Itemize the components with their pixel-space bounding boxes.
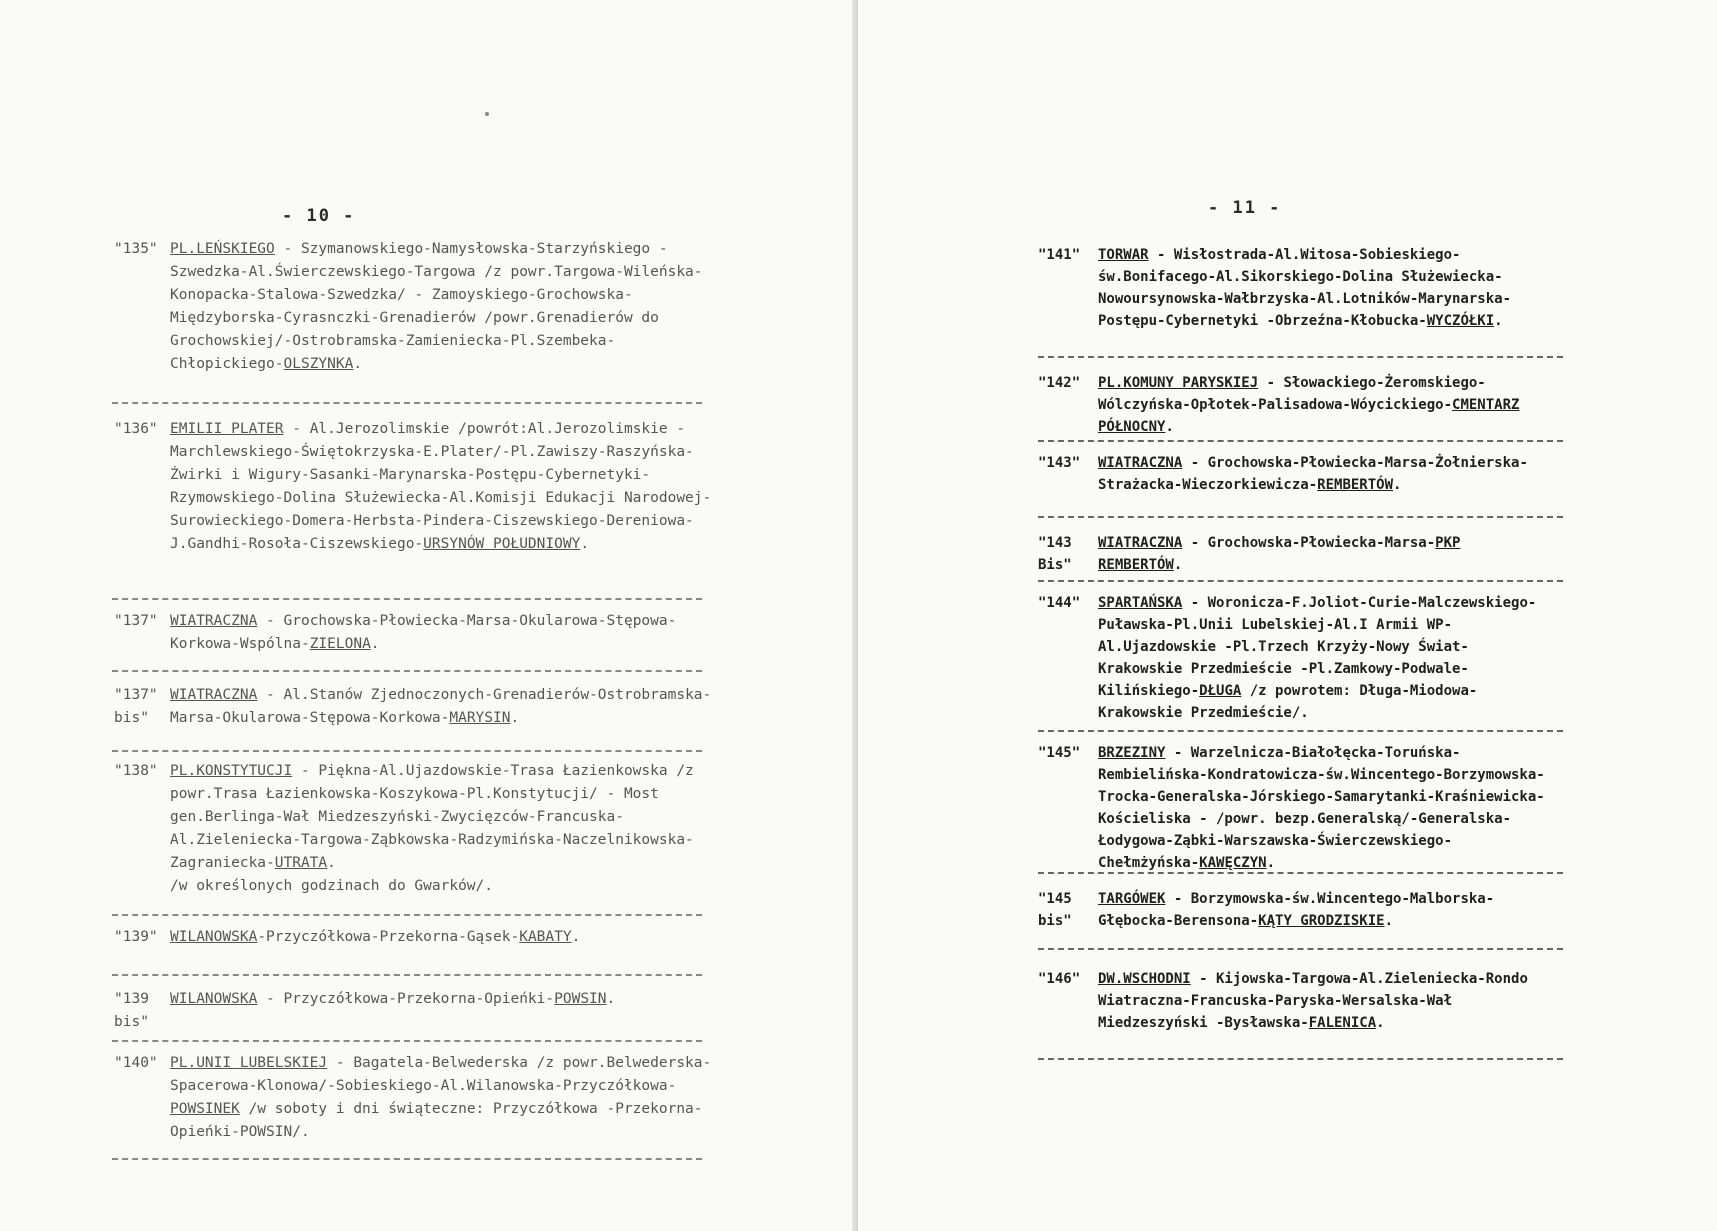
route-description: WIATRACZNA - Grochowska-Płowiecka-Marsa-Okularowa-Stępowa-Korkowa-Wspólna-ZIELONA.: [170, 613, 677, 652]
route-streets: - Warzelnicza-Białołęcka-Toruńska-Rembielińska-Kondratowicza-św.Wincentego-Borzymowska-Trocka-Generalska-Jórskiego-Samarytanki-Kraśniewicka-Kościeliska - /powr. bezp.Generalską/-Generalska-Łodygowa-Ząbki-Warszawska-Świerczewskiego-Chełmżyńska-: [1098, 745, 1545, 871]
separator-line: [112, 1040, 702, 1042]
route-end: ZIELONA: [309, 636, 371, 652]
route-end: DŁUGA: [1199, 683, 1242, 699]
route-number: "140": [114, 1055, 158, 1071]
route-start: WILANOWSKA: [170, 991, 258, 1007]
route-start: PL.KONSTYTUCJI: [170, 763, 293, 779]
route-entry: [114, 238, 714, 376]
route-start: BRZEZINY: [1098, 745, 1166, 761]
separator-line: [1038, 948, 1563, 950]
route-end: UTRATA: [274, 855, 328, 871]
separator-line: [1038, 356, 1563, 358]
route-end: POWSIN: [554, 991, 607, 1007]
route-start: SPARTAŃSKA: [1098, 595, 1183, 611]
route-start: DW.WSCHODNI: [1098, 971, 1191, 987]
separator-line: [1038, 440, 1563, 442]
route-number: "141": [1038, 247, 1081, 263]
route-description: WILANOWSKA-Przyczółkowa-Przekorna-Gąsek-KABATY.: [170, 929, 581, 945]
separator-line: [112, 670, 702, 672]
route-description: WILANOWSKA - Przyczółkowa-Przekorna-Opieńki-POWSIN.: [170, 991, 616, 1007]
route-end: KABATY: [519, 929, 572, 945]
separator-line: [112, 402, 702, 404]
route-description: BRZEZINY - Warzelnicza-Białołęcka-Toruńska-Rembielińska-Kondratowicza-św.Wincentego-Borzymowska-Trocka-Generalska-Jórskiego-Samarytanki-Kraśniewicka-Kościeliska - /powr. bezp.Generalską/-Generalska-Łodygowa-Ząbki-Warszawska-Świerczewskiego-Chełmżyńska-KAWĘCZYN.: [1098, 745, 1545, 871]
route-description: WIATRACZNA - Grochowska-Płowiecka-Marsa-PKP REMBERTÓW.: [1098, 535, 1461, 573]
route-end: MARYSIN: [449, 710, 511, 726]
route-streets: - Przyczółkowa-Przekorna-Opieńki-: [257, 991, 555, 1007]
route-description: PL.LEŃSKIEGO - Szymanowskiego-Namysłowska-Starzyńskiego -Szwedzka-Al.Świerczewskiego-Targowa /z powr.Targowa-Wileńska-Konopacka-Stalowa-Szwedzka/ - Zamoyskiego-Grochowska-Międzyborska-Cyrasnczki-Grenadierów /powr.Grenadierów do Grochowskiej/-Ostrobramska-Zamieniecka-Pl.Szembeka-Chłopickiego-OLSZYNKA.: [170, 241, 703, 372]
route-number: "145 bis": [1038, 891, 1072, 929]
separator-line: [1038, 516, 1563, 518]
route-number: "138": [114, 763, 158, 779]
route-number: "142": [1038, 375, 1081, 391]
route-number: "145": [1038, 745, 1081, 761]
route-description: WIATRACZNA - Al.Stanów Zjednoczonych-Grenadierów-Ostrobramska-Marsa-Okularowa-Stępowa-Korkowa-MARYSIN.: [170, 687, 712, 726]
route-entry: [114, 760, 714, 898]
separator-line: [112, 1158, 702, 1160]
route-streets: - Wisłostrada-Al.Witosa-Sobieskiego-św.Bonifacego-Al.Sikorskiego-Dolina Służewiecka-Nowoursynowska-Wałbrzyska-Al.Lotników-Marynarska-Postępu-Cybernetyki -Obrzeźna-Kłobucka-: [1098, 247, 1512, 329]
separator-line: [1038, 580, 1563, 582]
route-streets: - Woronicza-F.Joliot-Curie-Malczewskiego-Puławska-Pl.Unii Lubelskiej-Al.I Armii WP-Al.Ujazdowskie -Pl.Trzech Krzyży-Nowy Świat-Krakowskie Przedmieście -Pl.Zamkowy-Podwale-Kilińskiego-: [1098, 595, 1537, 699]
speck: [485, 112, 489, 116]
route-entry: [1038, 452, 1553, 496]
route-entry: [114, 1052, 714, 1144]
route-start: PL.UNII LUBELSKIEJ: [170, 1055, 328, 1071]
route-start: TARGÓWEK: [1098, 891, 1166, 907]
route-number: "136": [114, 421, 158, 437]
route-entry: [114, 988, 714, 1034]
route-start: WILANOWSKA: [170, 929, 258, 945]
route-streets: - Słowackiego-Żeromskiego-Wólczyńska-Opłotek-Palisadowa-Wóycickiego-: [1098, 375, 1486, 413]
route-end: PKP REMBERTÓW: [1098, 535, 1461, 573]
route-end: URSYNÓW POŁUDNIOWY: [423, 536, 581, 552]
separator-line: [112, 974, 702, 976]
route-entry: [114, 684, 714, 730]
route-entry: [114, 418, 714, 556]
route-number: "139 bis": [114, 991, 149, 1030]
route-description: TARGÓWEK - Borzymowska-św.Wincentego-Malborska-Głębocka-Berensona-KĄTY GRODZISKIE.: [1098, 891, 1495, 929]
route-description: DW.WSCHODNI - Kijowska-Targowa-Al.Zieleniecka-Rondo Wiatraczna-Francuska-Paryska-Wersalska-Wał Miedzeszyński -Bysławska-FALENICA.: [1098, 971, 1528, 1031]
route-streets: - Grochowska-Płowiecka-Marsa-Żołnierska-Strażacka-Wieczorkiewicza-: [1098, 455, 1528, 493]
route-number: "139": [114, 929, 158, 945]
route-entry: [1038, 968, 1553, 1034]
route-streets: - Borzymowska-św.Wincentego-Malborska-Głębocka-Berensona-: [1098, 891, 1495, 929]
route-number: "137": [114, 613, 158, 629]
route-streets: -Przyczółkowa-Przekorna-Gąsek-: [257, 929, 520, 945]
route-end: WYCZÓŁKI: [1426, 313, 1495, 329]
route-end: KĄTY GRODZISKIE: [1258, 913, 1385, 929]
left-page: [0, 0, 858, 1231]
route-end: FALENICA: [1308, 1015, 1377, 1031]
page-number: - 11 -: [1208, 198, 1282, 218]
route-description: WIATRACZNA - Grochowska-Płowiecka-Marsa-Żołnierska-Strażacka-Wieczorkiewicza-REMBERTÓW.: [1098, 455, 1528, 493]
separator-line: [112, 914, 702, 916]
page-number: - 10 -: [282, 206, 356, 226]
route-entry: [114, 926, 714, 949]
route-streets: - Grochowska-Płowiecka-Marsa-: [1182, 535, 1436, 551]
route-entry: [1038, 244, 1553, 332]
separator-line: [1038, 872, 1563, 874]
route-start: TORWAR: [1098, 247, 1149, 263]
separator-line: [112, 598, 702, 600]
route-start: EMILII PLATER: [170, 421, 284, 437]
route-end: OLSZYNKA: [283, 356, 354, 372]
route-description: PL.KONSTYTUCJI - Piękna-Al.Ujazdowskie-Trasa Łazienkowska /z powr.Trasa Łazienkowska-Koszykowa-Pl.Konstytucji/ - Most gen.Berlinga-Wał Miedzeszyński-Zwycięzców-Francuska-Al.Zieleniecka-Targowa-Ząbkowska-Radzymińska-Naczelnikowska-Zagraniecka-UTRATA. /w określonych godzinach do Gwarków/.: [170, 763, 694, 894]
route-start: WIATRACZNA: [1098, 455, 1183, 471]
route-number: "146": [1038, 971, 1081, 987]
route-streets: - Al.Jerozolimskie /powrót:Al.Jerozolimskie -Marchlewskiego-Świętokrzyska-E.Plater/-Pl.Zawiszy-Raszyńska-Żwirki i Wigury-Sasanki-Marynarska-Postępu-Cybernetyki-Rzymowskiego-Dolina Służewiecka-Al.Komisji Edukacji Narodowej-Surowieckiego-Domera-Herbsta-Pindera-Ciszewskiego-Dereniowa-J.Gandhi-Rosoła-Ciszewskiego-: [170, 421, 712, 552]
route-end: POWSINEK: [170, 1101, 240, 1117]
route-start: WIATRACZNA: [170, 613, 258, 629]
route-description: EMILII PLATER - Al.Jerozolimskie /powrót:Al.Jerozolimskie -Marchlewskiego-Świętokrzyska-E.Plater/-Pl.Zawiszy-Raszyńska-Żwirki i Wigury-Sasanki-Marynarska-Postępu-Cybernetyki-Rzymowskiego-Dolina Służewiecka-Al.Komisji Edukacji Narodowej-Surowieckiego-Domera-Herbsta-Pindera-Ciszewskiego-Dereniowa-J.Gandhi-Rosoła-Ciszewskiego-URSYNÓW POŁUDNIOWY.: [170, 421, 712, 552]
route-start: WIATRACZNA: [1098, 535, 1183, 551]
route-entry: [1038, 532, 1553, 576]
separator-line: [1038, 1058, 1563, 1060]
route-number: "135": [114, 241, 158, 257]
route-number: "143 Bis": [1038, 535, 1072, 573]
route-streets: - Kijowska-Targowa-Al.Zieleniecka-Rondo Wiatraczna-Francuska-Paryska-Wersalska-Wał Miedzeszyński -Bysławska-: [1098, 971, 1528, 1031]
route-start: PL.KOMUNY PARYSKIEJ: [1098, 375, 1259, 391]
route-streets: - Al.Stanów Zjednoczonych-Grenadierów-Ostrobramska-Marsa-Okularowa-Stępowa-Korkowa-: [170, 687, 712, 726]
route-streets: - Szymanowskiego-Namysłowska-Starzyńskiego -Szwedzka-Al.Świerczewskiego-Targowa /z powr.Targowa-Wileńska-Konopacka-Stalowa-Szwedzka/ - Zamoyskiego-Grochowska-Międzyborska-Cyrasnczki-Grenadierów /powr.Grenadierów do Grochowskiej/-Ostrobramska-Zamieniecka-Pl.Szembeka-Chłopickiego-: [170, 241, 703, 372]
route-number: "143": [1038, 455, 1081, 471]
route-start: WIATRACZNA: [170, 687, 258, 703]
route-streets: - Grochowska-Płowiecka-Marsa-Okularowa-Stępowa-Korkowa-Wspólna-: [170, 613, 677, 652]
route-number: "144": [1038, 595, 1081, 611]
route-description: PL.KOMUNY PARYSKIEJ - Słowackiego-Żeromskiego-Wólczyńska-Opłotek-Palisadowa-Wóycickiego-CMENTARZ PÓŁNOCNY.: [1098, 375, 1520, 435]
route-description: PL.UNII LUBELSKIEJ - Bagatela-Belwederska /z powr.Belwederska-Spacerowa-Klonowa/-Sobieskiego-Al.Wilanowska-Przyczółkowa-POWSINEK /w soboty i dni świąteczne: Przyczółkowa -Przekorna-Opieńki-POWSIN/.: [170, 1055, 712, 1140]
separator-line: [112, 750, 702, 752]
route-entry: [114, 610, 714, 656]
route-end: REMBERTÓW: [1317, 477, 1394, 493]
route-entry: [1038, 888, 1553, 932]
separator-line: [1038, 730, 1563, 732]
route-end: CMENTARZ PÓŁNOCNY: [1098, 397, 1520, 435]
route-entry: [1038, 742, 1553, 874]
route-end: KAWĘCZYN: [1199, 855, 1267, 871]
route-description: SPARTAŃSKA - Woronicza-F.Joliot-Curie-Malczewskiego-Puławska-Pl.Unii Lubelskiej-Al.I Armii WP-Al.Ujazdowskie -Pl.Trzech Krzyży-Nowy Świat-Krakowskie Przedmieście -Pl.Zamkowy-Podwale-Kilińskiego-DŁUGA /z powrotem: Długa-Miodowa- Krakowskie Przedmieście/.: [1098, 595, 1537, 721]
right-page: [858, 0, 1717, 1231]
route-entry: [1038, 592, 1553, 724]
route-start: PL.LEŃSKIEGO: [170, 241, 275, 257]
route-description: TORWAR - Wisłostrada-Al.Witosa-Sobieskiego-św.Bonifacego-Al.Sikorskiego-Dolina Służewiecka-Nowoursynowska-Wałbrzyska-Al.Lotników-Marynarska-Postępu-Cybernetyki -Obrzeźna-Kłobucka-WYCZÓŁKI.: [1098, 247, 1512, 329]
route-streets: - Piękna-Al.Ujazdowskie-Trasa Łazienkowska /z powr.Trasa Łazienkowska-Koszykowa-Pl.Konstytucji/ - Most gen.Berlinga-Wał Miedzeszyński-Zwycięzców-Francuska-Al.Zieleniecka-Targowa-Ząbkowska-Radzymińska-Naczelnikowska-Zagraniecka-: [170, 763, 694, 871]
route-streets: - Bagatela-Belwederska /z powr.Belwederska-Spacerowa-Klonowa/-Sobieskiego-Al.Wilanowska-Przyczółkowa-: [170, 1055, 712, 1094]
route-number: "137" bis": [114, 687, 158, 726]
route-entry: [1038, 372, 1553, 438]
